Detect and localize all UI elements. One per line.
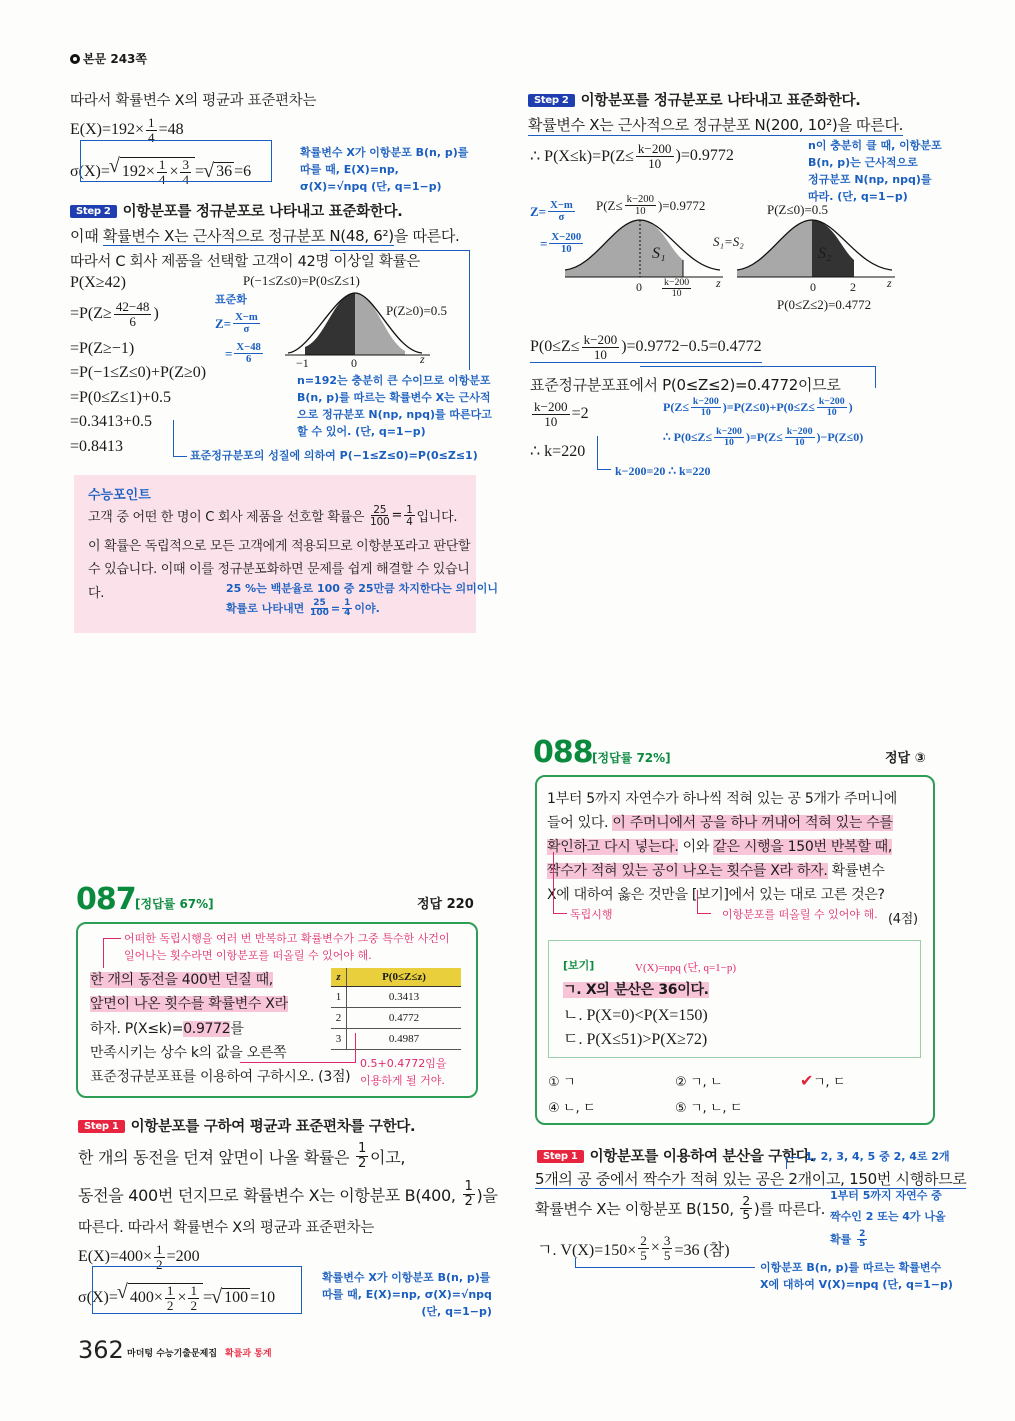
text-line: 다. bbox=[88, 586, 105, 601]
text-line bbox=[88, 504, 457, 527]
math-text: σ(X)= bbox=[70, 162, 110, 180]
math-text: =2 bbox=[571, 405, 589, 423]
fraction bbox=[817, 397, 847, 419]
math-text: = bbox=[540, 236, 548, 252]
question-line: 앞면이 나온 횟수를 확률변수 X라 bbox=[90, 996, 288, 1012]
fraction bbox=[310, 599, 329, 619]
correct-rate: [정답률 67%] bbox=[135, 897, 214, 911]
text-line bbox=[78, 1142, 405, 1171]
connector-line bbox=[80, 140, 272, 182]
connector-line bbox=[553, 852, 567, 914]
math-text: )=0.9772−0.5=0.4772 bbox=[621, 338, 762, 356]
math-text: =6 bbox=[234, 162, 252, 180]
fraction bbox=[114, 300, 152, 329]
connector-line bbox=[103, 938, 121, 968]
math-text: =10 bbox=[250, 1288, 276, 1306]
math-text: =48 bbox=[158, 121, 184, 139]
math-text: =P(Z≥ bbox=[70, 305, 112, 323]
numerator: 3 bbox=[182, 157, 190, 172]
numerator: 1 bbox=[406, 503, 413, 516]
math-text: 이고, bbox=[370, 1147, 406, 1167]
page-number: 362 bbox=[78, 1336, 124, 1364]
denominator: 4 bbox=[344, 608, 351, 619]
math-text: 동전을 400번 던지므로 확률변수 X는 이항분포 B(400, bbox=[78, 1185, 461, 1205]
math-line: =0.3413+0.5 bbox=[70, 413, 153, 430]
math-text: P(0≤Z≤ bbox=[530, 338, 580, 356]
math-text: ) bbox=[153, 305, 159, 323]
math-text: ∴ P(0≤Z≤ bbox=[663, 430, 713, 445]
axis-tick: 2 bbox=[850, 280, 856, 294]
denominator: 2 bbox=[166, 1297, 174, 1313]
fraction bbox=[233, 312, 260, 335]
denominator: 10 bbox=[671, 288, 682, 300]
bogi-title: [보기] bbox=[563, 959, 595, 972]
blue-formula bbox=[663, 427, 863, 449]
math-text: 이야. bbox=[354, 602, 380, 616]
math-text: =36 (참) bbox=[674, 1241, 730, 1259]
connector-line bbox=[92, 1266, 302, 1314]
math-text: √ 192× bbox=[121, 163, 155, 181]
math-line: =0.8413 bbox=[70, 438, 124, 455]
denominator: 5 bbox=[742, 1207, 750, 1222]
fraction bbox=[857, 1230, 867, 1250]
fraction bbox=[662, 278, 691, 300]
math-text: )−P(Z≤0) bbox=[816, 430, 864, 445]
normal-curve-graph bbox=[565, 215, 725, 285]
denominator: 10 bbox=[724, 437, 734, 449]
numerator: 1 bbox=[158, 157, 166, 172]
denominator: 5 bbox=[663, 1247, 671, 1263]
step-text: 이항분포를 구하여 평균과 표준편차를 구한다. bbox=[130, 1119, 416, 1135]
denominator: 4 bbox=[182, 171, 190, 187]
math-text: = bbox=[195, 162, 205, 180]
axis-tick: 0 bbox=[636, 280, 642, 294]
denominator: 2 bbox=[156, 1256, 163, 1272]
problem-number: 087 bbox=[76, 882, 136, 917]
blue-formula bbox=[225, 342, 265, 365]
blue-note bbox=[830, 1230, 869, 1250]
math-text: )을 bbox=[476, 1185, 498, 1205]
fraction bbox=[582, 333, 620, 362]
subject-label: 확률과 통계 bbox=[225, 1349, 272, 1359]
numerator: X−48 bbox=[236, 342, 261, 353]
pink-note: 이항분포를 떠올릴 수 있어야 해. bbox=[722, 908, 878, 921]
text-line: 이 확률은 독립적으로 모든 고객에게 적용되므로 이항분포라고 판단할 bbox=[88, 539, 471, 554]
denominator: 5 bbox=[859, 1239, 866, 1250]
answer-label: 정답 220 bbox=[417, 897, 474, 912]
points-label: (4점) bbox=[888, 912, 918, 927]
axis-tick: z bbox=[716, 276, 721, 290]
fraction bbox=[785, 427, 815, 449]
denominator: 5 bbox=[640, 1247, 647, 1263]
blue-formula bbox=[663, 397, 853, 419]
denominator: 4 bbox=[158, 171, 166, 187]
numerator: k−200 bbox=[786, 426, 813, 437]
math-text: E(X)=192× bbox=[70, 121, 145, 139]
bogi-item: ㄱ. X의 분산은 36이다. bbox=[563, 982, 709, 998]
blue-formula bbox=[215, 312, 262, 335]
choice-2[interactable]: ② ㄱ, ㄴ bbox=[675, 1075, 723, 1090]
fraction bbox=[714, 427, 744, 449]
fraction bbox=[532, 400, 570, 429]
math-text: = bbox=[225, 346, 233, 362]
blue-note: n이 충분히 클 때, 이항분포 B(n, p)는 근사적으로 정규분포 N(np, npq)를 따라. (단, q=1−p) bbox=[808, 139, 942, 203]
fraction bbox=[740, 1195, 752, 1222]
fraction bbox=[404, 504, 414, 527]
math-line bbox=[530, 400, 589, 429]
denominator: 10 bbox=[794, 437, 805, 449]
table-row: 3 0.4987 bbox=[331, 1029, 461, 1050]
math-text: × bbox=[650, 1239, 660, 1257]
blue-note: 25 %는 백분율로 100 중 25만큼 차지한다는 의미이니 bbox=[226, 582, 499, 595]
blue-note: n=192는 충분히 큰 수이므로 이항분포 B(n, p)를 따르는 확률변수 X는 근사적 으로 정규분포 N(np, npq)를 따른다고 할 수 있어. (단, q=1−p) bbox=[297, 374, 492, 438]
math-text: ㄱ. V(X)=150× bbox=[537, 1241, 637, 1259]
text-line: 따라서 C 회사 제품을 선택할 고객이 42명 이상일 확률은 bbox=[70, 254, 420, 270]
answer-label: 정답 ③ bbox=[885, 751, 926, 766]
denominator: σ bbox=[243, 324, 250, 336]
math-line bbox=[70, 300, 159, 329]
question-line: 표준정규분포표를 이용하여 구하시오. (3점) bbox=[90, 1069, 351, 1085]
step-heading bbox=[537, 1145, 815, 1166]
area-label: S₁ bbox=[652, 245, 666, 262]
graph-label: S₁=S₂ bbox=[713, 234, 744, 249]
axis-tick: z bbox=[887, 276, 892, 290]
fraction bbox=[342, 599, 352, 619]
numerator: 1 bbox=[148, 115, 155, 130]
graph-label: P(0≤Z≤2)=0.4772 bbox=[777, 297, 872, 312]
blue-note bbox=[226, 599, 380, 619]
axis-tick bbox=[660, 278, 693, 300]
choice-4[interactable]: ④ ㄴ, ㄷ bbox=[548, 1101, 596, 1116]
numerator: k−200 bbox=[583, 332, 618, 347]
denominator: 6 bbox=[129, 313, 136, 329]
denominator: 4 bbox=[406, 515, 413, 529]
pink-note: 0.5+0.4772임을 이용하게 될 거야. bbox=[360, 1057, 447, 1087]
pink-note: V(X)=npq (단, q=1−p) bbox=[635, 962, 737, 974]
math-text: 입니다. bbox=[416, 510, 458, 526]
correct-rate: [정답률 72%] bbox=[592, 751, 671, 765]
numerator: 1 bbox=[464, 1179, 473, 1194]
area-label: S₂ bbox=[818, 245, 832, 262]
step-heading bbox=[70, 200, 402, 221]
axis-tick: −1 bbox=[296, 356, 309, 370]
step-badge: Step 1 bbox=[78, 1120, 125, 1133]
math-text: = bbox=[203, 1288, 213, 1306]
math-line bbox=[530, 333, 762, 363]
step-badge: Step 2 bbox=[528, 94, 575, 107]
math-text: ) bbox=[848, 400, 853, 415]
text-line bbox=[78, 1180, 498, 1209]
numerator: 1 bbox=[344, 598, 351, 608]
normal-curve-graph bbox=[737, 215, 897, 285]
graph-label: P(Z≥0)=0.5 bbox=[386, 303, 448, 318]
blue-note: 표준정규분포의 성질에 의하여 P(−1≤Z≤0)=P(0≤Z≤1) bbox=[190, 449, 478, 462]
text-line: 따라서 확률변수 X의 평균과 표준편차는 bbox=[70, 93, 317, 109]
blue-note: 확률변수 X가 이항분포 B(n, p)를 따를 때, E(X)=np, σ(X)=√npq (단, q=1−p) bbox=[322, 1271, 492, 1318]
denominator: 100 bbox=[310, 608, 329, 619]
step-heading bbox=[78, 1115, 415, 1136]
numerator: 2 bbox=[859, 1229, 866, 1239]
bogi-item: ㄷ. P(X≤51)>P(X≥72) bbox=[563, 1031, 708, 1048]
denominator: 10 bbox=[826, 407, 837, 419]
numerator: 1 bbox=[166, 1283, 174, 1298]
numerator: k−200 bbox=[692, 396, 719, 407]
fraction bbox=[636, 142, 674, 171]
numerator: 3 bbox=[663, 1233, 671, 1248]
step-badge: Step 1 bbox=[537, 1150, 584, 1163]
blue-note: 표준화 bbox=[215, 293, 247, 306]
blue-note: 1, 2, 3, 4, 5 중 2, 4로 2개 bbox=[805, 1150, 950, 1163]
denominator: σ bbox=[558, 212, 565, 224]
denominator: 2 bbox=[464, 1193, 473, 1209]
numerator: k−200 bbox=[637, 141, 672, 156]
denominator: 10 bbox=[700, 407, 711, 419]
connector-line bbox=[697, 890, 711, 914]
text-line: 표준정규분포표에서 P(0≤Z≤2)=0.4772이므로 bbox=[530, 376, 841, 394]
math-line: P(X≥42) bbox=[70, 274, 126, 291]
fraction bbox=[691, 397, 721, 419]
problem-number: 088 bbox=[533, 735, 593, 770]
math-text: ∴ P(X≤k)=P(Z≤ bbox=[530, 148, 634, 166]
numerator: k−200 bbox=[818, 396, 845, 407]
question-line: 짝수가 적혀 있는 공이 나오는 횟수를 X라 하자. 확률변수 bbox=[547, 863, 885, 879]
numerator: k−200 bbox=[716, 426, 742, 437]
text-line: 이때 확률변수 X는 근사적으로 정규분포 N(48, 6²)을 따른다. bbox=[70, 227, 460, 245]
fraction bbox=[234, 342, 262, 365]
checkmark-icon: ✔ bbox=[800, 1071, 814, 1090]
numerator: k−200 bbox=[664, 277, 690, 288]
math-line: ∴ k=220 bbox=[530, 443, 586, 460]
book-title: 마더텅 수능기출문제집 bbox=[127, 1349, 218, 1359]
math-text: 고객 중 어떤 한 명이 C 회사 제품을 선호할 확률은 bbox=[88, 510, 369, 526]
math-line: =P(−1≤Z≤0)+P(Z≥0) bbox=[70, 364, 207, 381]
step-heading bbox=[528, 89, 860, 110]
fraction bbox=[463, 1180, 475, 1209]
numerator: X−m bbox=[235, 312, 258, 323]
blue-note: 이항분포 B(n, p)를 따르는 확률변수 X에 대하여 V(X)=npq (단, q=1−p) bbox=[760, 1261, 953, 1291]
numerator: 1 bbox=[358, 1141, 367, 1156]
math-text: √ 400× bbox=[129, 1289, 163, 1307]
connector-line bbox=[240, 1033, 356, 1063]
numerator: 1 bbox=[156, 1242, 163, 1257]
math-text: E(X)=400× bbox=[78, 1248, 153, 1266]
pink-note: 어떠한 독립시행을 여러 번 반복하고 확률변수가 그중 특수한 사건이 일어나는 횟수라면 이항분포를 떠올릴 수 있어야 해. bbox=[124, 932, 450, 962]
text-line bbox=[535, 1195, 825, 1222]
math-text: × bbox=[177, 1289, 187, 1307]
math-text: = bbox=[391, 508, 403, 524]
math-text: )를 따른다. bbox=[753, 1199, 826, 1218]
math-text: =200 bbox=[166, 1248, 200, 1266]
pink-note: 독립시행 bbox=[570, 908, 613, 921]
math-text: 확률 bbox=[830, 1233, 856, 1247]
question-line: X에 대하여 옳은 것만을 [보기]에서 있는 대로 고른 것은? bbox=[547, 887, 885, 903]
step-text: 이항분포를 정규분포로 나타내고 표준화한다. bbox=[122, 204, 403, 220]
axis-tick: 0 bbox=[351, 356, 357, 370]
bogi-item: ㄴ. P(X=0)<P(X=150) bbox=[563, 1007, 708, 1024]
question-line: 들어 있다. 이 주머니에서 공을 하나 꺼내어 적혀 있는 수를 bbox=[547, 815, 893, 831]
text-line: 따른다. 따라서 확률변수 X의 평균과 표준편차는 bbox=[78, 1220, 374, 1236]
numerator: X−m bbox=[550, 200, 573, 211]
denominator: 2 bbox=[358, 1155, 367, 1171]
math-text: )=P(Z≤ bbox=[745, 430, 783, 445]
numerator: k−200 bbox=[534, 399, 568, 414]
step-text: 이항분포를 이용하여 분산을 구한다. bbox=[589, 1149, 815, 1165]
blue-note: 확률변수 X가 이항분포 B(n, p)를 따를 때, E(X)=np, σ(X)=√npq (단, q=1−p) bbox=[300, 146, 469, 193]
math-line: =P(0≤Z≤1)+0.5 bbox=[70, 389, 171, 406]
math-text: )=0.9772 bbox=[657, 197, 706, 213]
table-row: 2 0.4772 bbox=[331, 1008, 461, 1029]
question-line: 하자. P(X≤k)=0.9772를 bbox=[90, 1021, 244, 1037]
numerator: 2 bbox=[640, 1233, 647, 1248]
math-text: 확률로 나타내면 bbox=[226, 602, 309, 616]
blue-note: 1부터 5까지 자연수 중 짝수인 2 또는 4가 나올 bbox=[830, 1189, 946, 1223]
graph-label: P(Z≤0)=0.5 bbox=[767, 202, 829, 217]
denominator: 10 bbox=[648, 155, 662, 171]
math-line bbox=[530, 142, 734, 171]
denominator: 10 bbox=[593, 346, 607, 362]
math-text: 한 개의 동전을 던져 앞면이 나올 확률은 bbox=[78, 1147, 354, 1167]
math-text: )=0.9772 bbox=[675, 147, 734, 165]
connector-line bbox=[597, 436, 611, 470]
denominator: 100 bbox=[370, 515, 390, 529]
denominator: 6 bbox=[245, 354, 252, 366]
math-text: )=P(Z≤0)+P(0≤Z≤ bbox=[722, 400, 815, 415]
connector-line bbox=[575, 1258, 755, 1268]
denominator: 4 bbox=[148, 129, 155, 145]
math-text: Z= bbox=[530, 204, 547, 220]
numerator: k−200 bbox=[626, 194, 654, 205]
math-text: P(Z≤ bbox=[663, 400, 689, 415]
axis-tick: 0 bbox=[810, 280, 816, 294]
page-reference-label: 본문 243쪽 bbox=[83, 52, 148, 66]
numerator: 42−48 bbox=[115, 299, 150, 314]
math-text: √ 100 bbox=[224, 1289, 249, 1307]
math-text: Z= bbox=[215, 316, 232, 332]
question-line: 확인하고 다시 넣는다. 이와 같은 시행을 150번 반복할 때, bbox=[547, 839, 893, 855]
math-line: =P(Z≥−1) bbox=[70, 340, 135, 357]
math-text: 확률변수 X는 이항분포 B(150, bbox=[535, 1199, 739, 1218]
text-line: 확률변수 X는 근사적으로 정규분포 N(200, 10²)을 따른다. bbox=[528, 116, 904, 134]
choice-5[interactable]: ⑤ ㄱ, ㄴ, ㄷ bbox=[675, 1101, 743, 1116]
connector-line bbox=[173, 420, 187, 457]
axis-tick: z bbox=[420, 352, 425, 366]
graph-label bbox=[596, 194, 705, 217]
step-text: 이항분포를 정규분포로 나타내고 표준화한다. bbox=[580, 93, 861, 109]
fraction bbox=[356, 1142, 368, 1171]
math-text: √ 36 bbox=[216, 163, 233, 181]
page-reference bbox=[70, 50, 147, 67]
numerator: 25 bbox=[313, 598, 326, 608]
question-line: 1부터 5까지 자연수가 하나씩 적혀 있는 공 5개가 주머니에 bbox=[547, 791, 897, 807]
math-text: = bbox=[330, 602, 341, 616]
numerator: 25 bbox=[373, 503, 387, 516]
choice-3[interactable]: ✔ㄱ, ㄷ bbox=[800, 1071, 846, 1090]
denominator: 2 bbox=[190, 1297, 198, 1313]
standard-normal-table: z P(0≤Z≤z) 1 0.3413 2 0.4772 3 0.4987 bbox=[331, 968, 461, 1050]
math-text: × bbox=[169, 163, 179, 181]
numerator: 1 bbox=[190, 1283, 198, 1298]
math-text: σ(X)= bbox=[78, 1288, 118, 1306]
question-line: 한 개의 동전을 400번 던질 때, bbox=[90, 972, 273, 988]
text-line: 수 있습니다. 이때 이를 정규분포화하면 문제를 쉽게 해결할 수 있습니 bbox=[88, 562, 470, 577]
choice-1[interactable]: ① ㄱ bbox=[548, 1075, 576, 1090]
denominator: 10 bbox=[544, 413, 558, 429]
fraction bbox=[370, 504, 389, 527]
denominator: 10 bbox=[560, 244, 572, 256]
step-badge: Step 2 bbox=[70, 205, 117, 218]
fraction bbox=[625, 194, 656, 217]
math-text: P(Z≤ bbox=[596, 197, 623, 213]
exam-point-title: 수능포인트 bbox=[88, 488, 151, 503]
question-line: 만족시키는 상수 k의 값을 오른쪽 bbox=[90, 1045, 287, 1061]
table-row: 1 0.3413 bbox=[331, 987, 461, 1008]
blue-formula: k−200=20 ∴ k=220 bbox=[615, 464, 711, 478]
numerator: X−200 bbox=[551, 232, 582, 243]
graph-label: P(−1≤Z≤0)=P(0≤Z≤1) bbox=[243, 273, 360, 288]
denominator: 10 bbox=[634, 206, 646, 218]
circle-bullet-icon bbox=[70, 54, 80, 64]
text-line: 5개의 공 중에서 짝수가 적혀 있는 공은 2개이고, 150번 시행하므로 bbox=[535, 1170, 967, 1188]
numerator: 2 bbox=[742, 1194, 750, 1208]
